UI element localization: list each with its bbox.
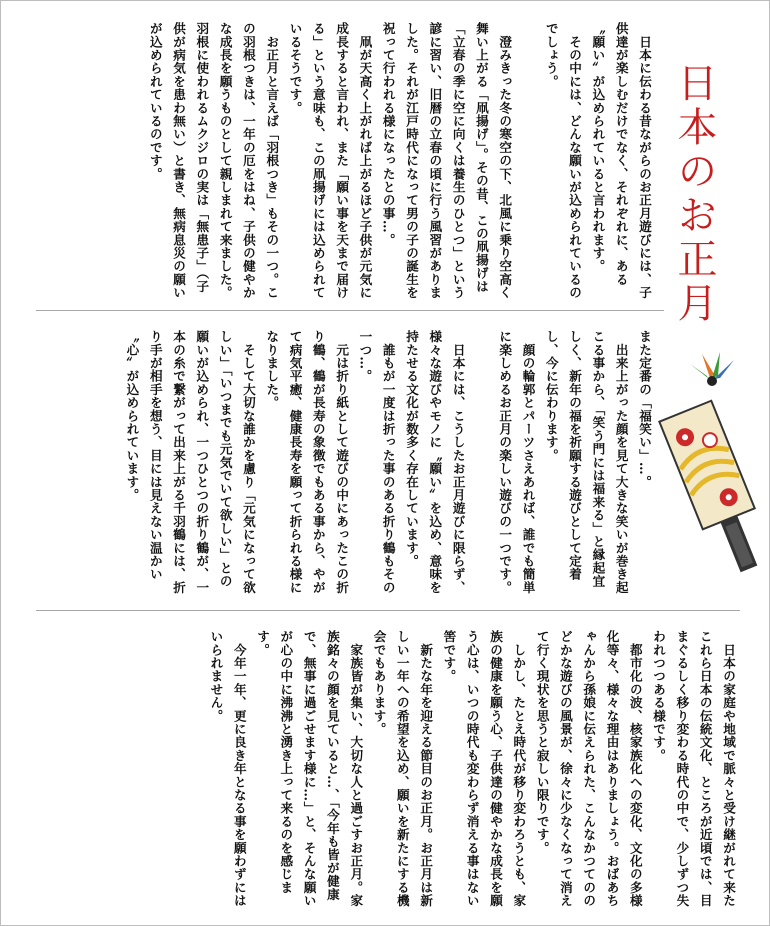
page-title: 日本のお正月 bbox=[671, 62, 717, 326]
divider-top bbox=[36, 310, 664, 311]
paddle-icon bbox=[659, 401, 760, 580]
shuttlecock-icon bbox=[690, 352, 734, 386]
section-middle-text: また定番の「福笑い」…。 出来上がった顔を見て大きな笑いが巻き起こる事から、「笑う門には福来る」と縁起宜しく、新年の福を祈願する遊びとして定着し、今に伝わります。 顔の輪郭とパーツさえあれば、誰でも簡単に楽しめるお正月の楽しい遊びの一つです。 日本には、こうしたお正月遊びに限らず、様々な遊びやモノに〝願い〟を込め、意味を持たせる文化が数多く存在しています。 誰もが一度は折った事のある折り鶴もその一つ…。 元は折り紙として遊びの中にあったこの折り鶴、鶴が長寿の象徴でもある事から、やがて病気平癒、健康長寿を願って折られる様になりました。 そして大切な誰かを慮り「元気になって欲しい」「いつまでも元気でいて欲しい」との願いが込められ、一つひとつの折り鶴が、一本の糸で繋がって出来上がる千羽鶴には、折り手が相手を想う、目には見えない温かい〝心〟が込められています。 bbox=[124, 330, 652, 594]
section-bottom-text: 日本の家庭や地域で脈々と受け継がれて来たこれら日本の伝統文化、ところが近頃では、目まぐるしく移り変わる時代の中で、少しずつ失われつつある様です。 都市化の波、核家族化への変化、文化の多様化等々、様々な理由はありましょう。おばあちゃんから孫娘に伝えられた、こんなかつてののどかな遊びの風景が、徐々に少なくなって消えて行く現状を思うと寂しい限りです。 しかし、たとえ時代が移り変わろうとも、家族の健康を願う心、子供達の健やかな成長を願う心は、いつの時代も変わらず消える事はない筈です。 新たな年を迎える節目のお正月。お正月は新しい一年への希望を込め、願いを新たにする機会でもあります。 家族皆が集い、大切な人と過ごすお正月。家族銘々の顔を見ていると…、「今年も皆が健康で、無事に過ごせます様に…」と、そんな願いが心の中に沸沸と湧き上って来るのを感じます。 今年一年、更に良き年となる事を願わずにはいられません。 bbox=[208, 630, 736, 908]
divider-bottom bbox=[36, 610, 740, 611]
section-top-text: 日本に伝わる昔ながらのお正月遊びには、子供達が楽しむだけでなく、それぞれに、ある〝願い〟が込められていると言われます。 その中には、どんな願いが込められているのでしょう。 澄みきった冬の寒空の下、北風に乗り空高く舞い上がる「凧揚げ」。その昔、この凧揚げは「立春の季に空に向くは養生のひとつ」という諺に習い、旧暦の立春の頃に行う風習がありました。それが江戸時代になって男の子の誕生を祝って行われる様になったとの事…。 凧が天高く上がれば上がるほど子供が元気に成長すると言われ、また「願い事を天まで届ける」という意味も、この凧揚げには込められているそうです。 お正月と言えば「羽根つき」もその一つ。この羽根つきは、一年の厄をはね、子供の健やかな成長を願うものとして親しまれて来ました。羽根に使われるムクジロの実は「無患子」（子供が病気を患わ無い）と書き、無病息災の願いが込められているのです。 bbox=[147, 22, 652, 300]
hagoita-icon bbox=[650, 348, 760, 588]
